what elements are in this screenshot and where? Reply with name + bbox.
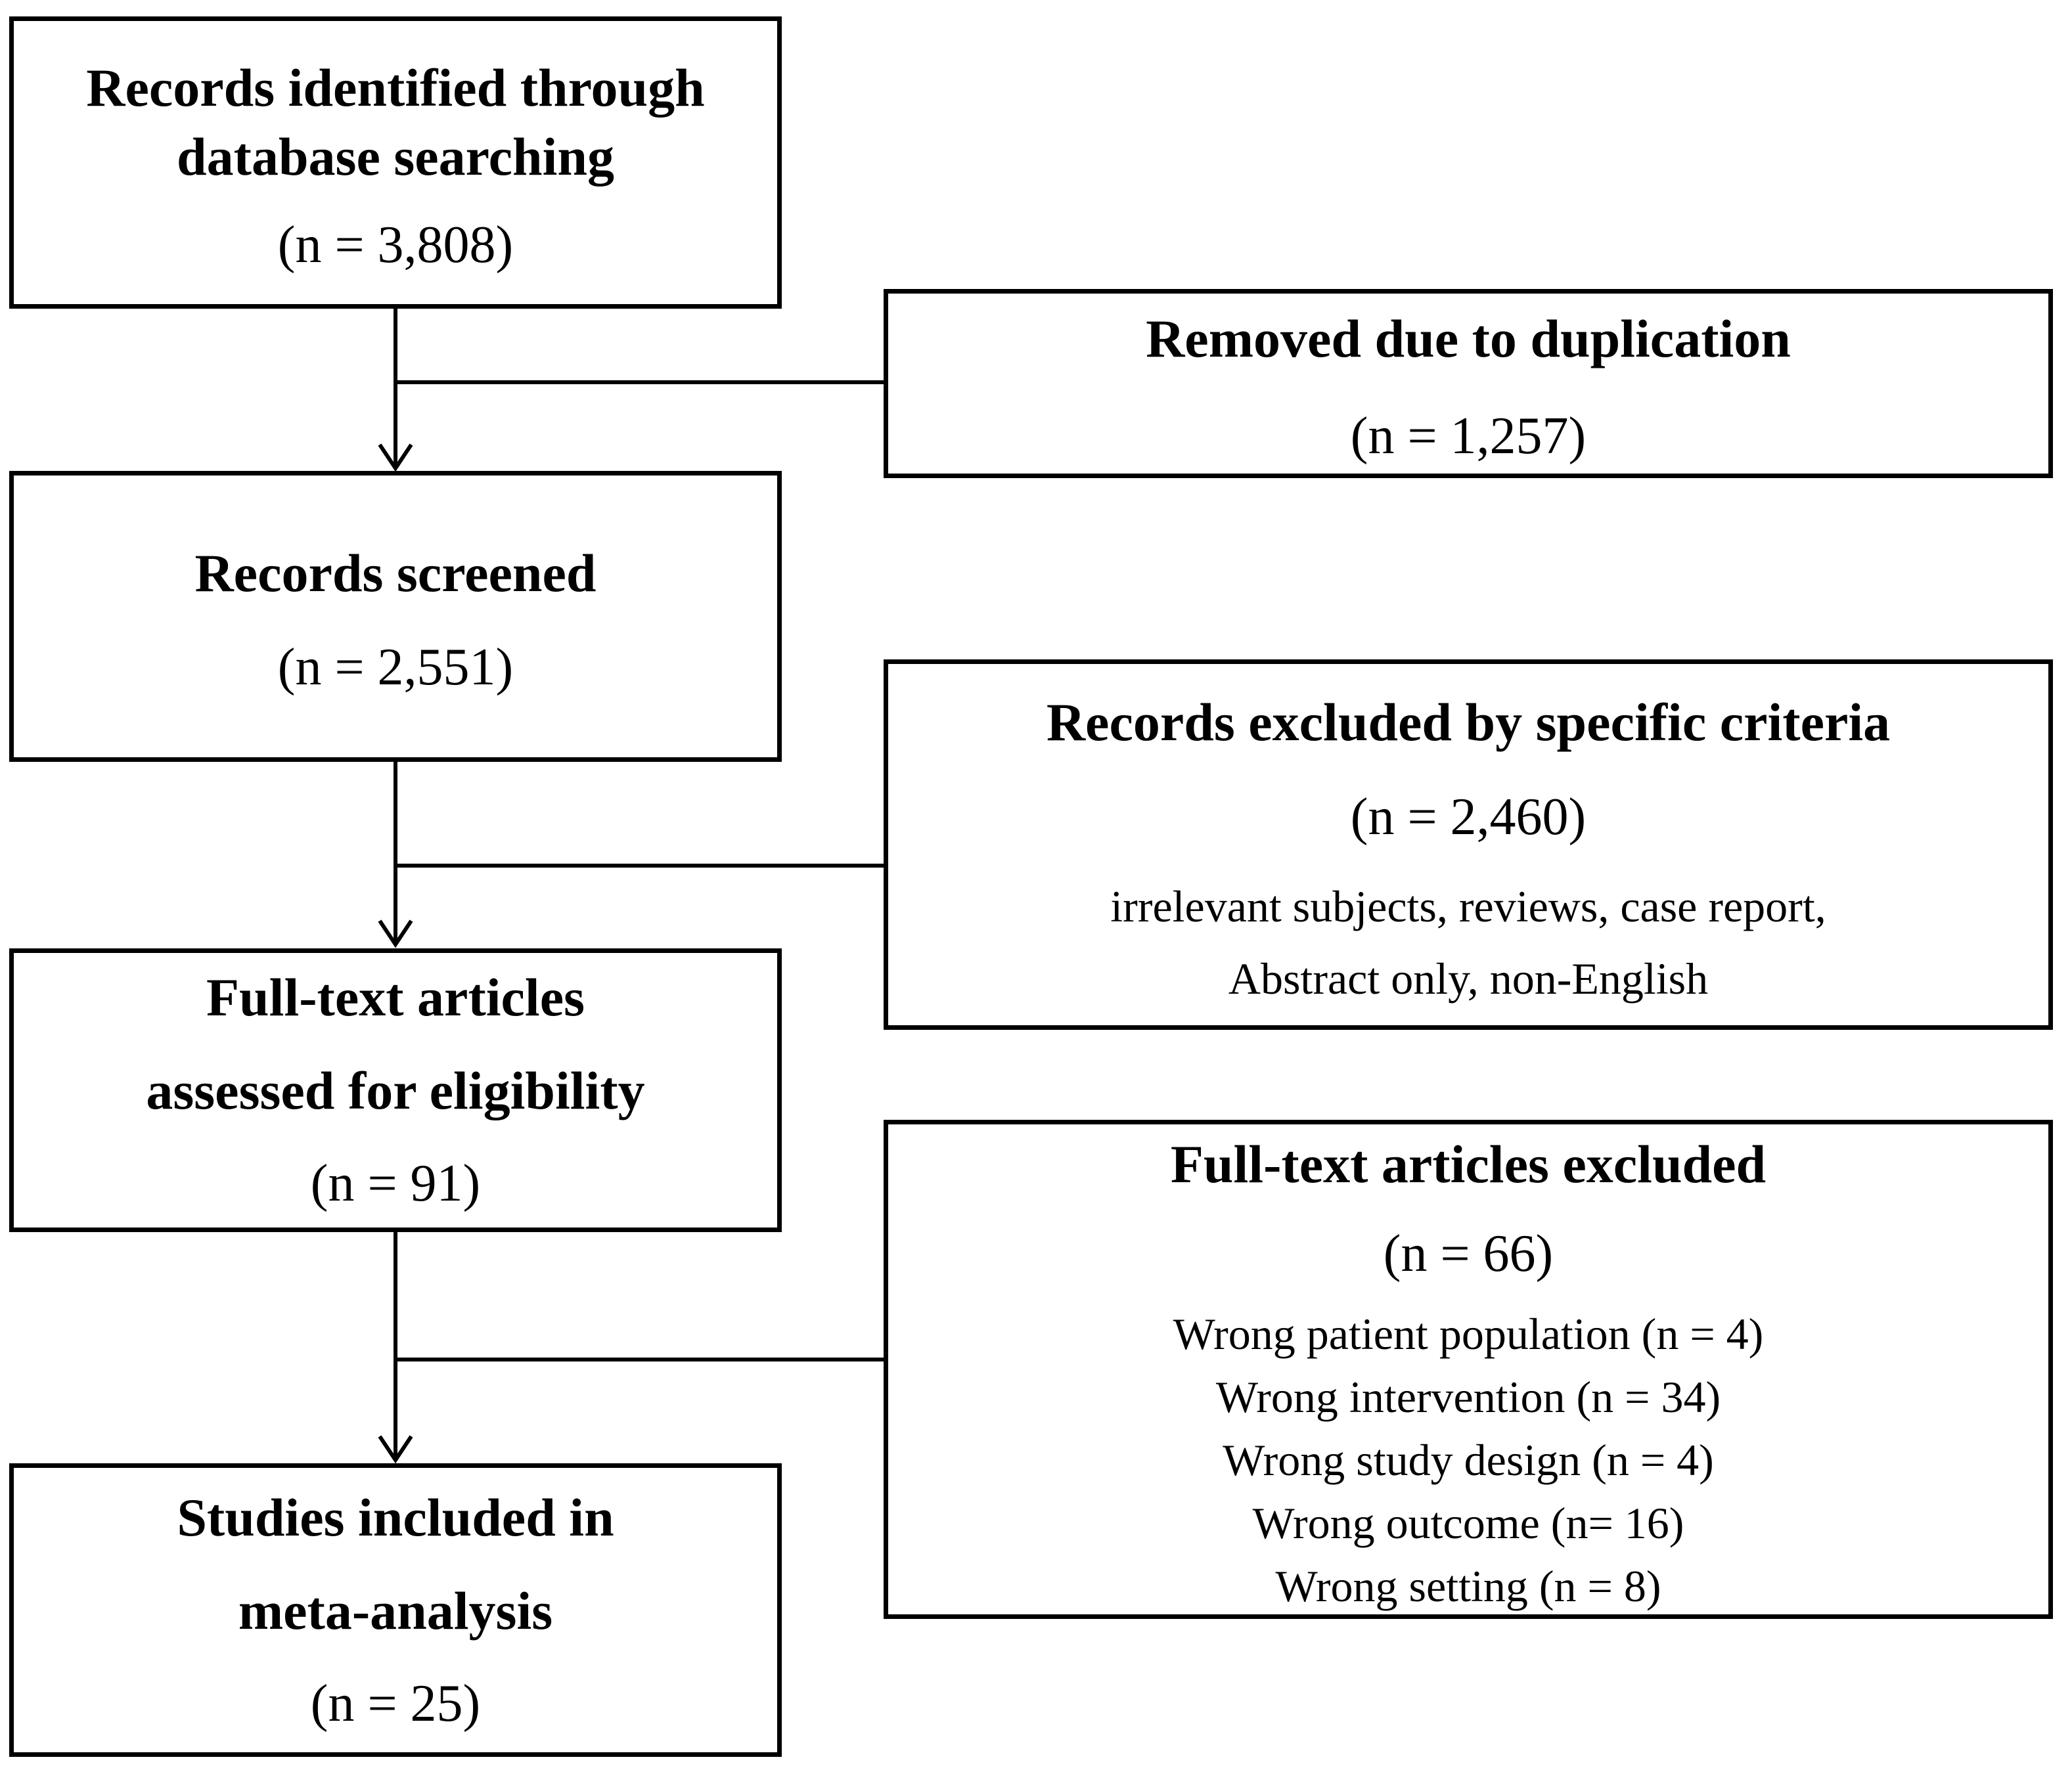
title-line: assessed for eligibility bbox=[146, 1061, 645, 1120]
box-removed-duplication-count: (n = 1,257) bbox=[1350, 407, 1587, 466]
box-fulltext-assessed bbox=[9, 948, 782, 1232]
box-records-identified-count: (n = 3,808) bbox=[277, 216, 514, 275]
title-line: Full-text articles bbox=[206, 967, 585, 1027]
box-records-excluded-count: (n = 2,460) bbox=[1350, 788, 1587, 847]
title-line: Records identified through bbox=[86, 57, 705, 118]
title-line: database searching bbox=[177, 126, 614, 187]
exclusion-reason: Wrong intervention (n = 34) bbox=[1215, 1372, 1721, 1423]
box-fulltext-assessed-title bbox=[146, 967, 645, 1120]
box-records-screened-count: (n = 2,551) bbox=[277, 638, 514, 696]
exclusion-reason: irrelevant subjects, reviews, case report, bbox=[1110, 881, 1826, 932]
title-line: Records screened bbox=[194, 543, 597, 604]
box-records-screened bbox=[9, 471, 782, 762]
exclusion-reason: Wrong setting (n = 8) bbox=[1275, 1561, 1661, 1612]
box-studies-included-count: (n = 25) bbox=[310, 1674, 481, 1733]
box-studies-included-title bbox=[177, 1487, 614, 1641]
box-studies-included bbox=[9, 1463, 782, 1757]
box-records-excluded-title: Records excluded by specific criteria bbox=[1046, 692, 1891, 752]
exclusion-reason: Abstract only, non-English bbox=[1228, 954, 1709, 1004]
exclusion-reason: Wrong study design (n = 4) bbox=[1223, 1435, 1714, 1486]
box-records-identified-title bbox=[86, 54, 705, 192]
box-records-excluded bbox=[884, 659, 2053, 1030]
exclusion-reason: Wrong outcome (n= 16) bbox=[1252, 1498, 1684, 1549]
exclusion-reason: Wrong patient population (n = 4) bbox=[1173, 1309, 1764, 1360]
box-fulltext-assessed-count: (n = 91) bbox=[310, 1155, 481, 1212]
title-line: Studies included in bbox=[177, 1487, 614, 1547]
box-fulltext-excluded bbox=[884, 1120, 2053, 1619]
box-removed-duplication-title: Removed due to duplication bbox=[1146, 308, 1791, 368]
title-line: meta-analysis bbox=[238, 1580, 553, 1641]
box-removed-duplication bbox=[884, 289, 2053, 478]
box-records-identified bbox=[9, 16, 782, 309]
box-fulltext-excluded-count: (n = 66) bbox=[1383, 1225, 1554, 1283]
box-fulltext-excluded-title: Full-text articles excluded bbox=[1170, 1134, 1767, 1194]
box-records-screened-title bbox=[194, 539, 596, 608]
